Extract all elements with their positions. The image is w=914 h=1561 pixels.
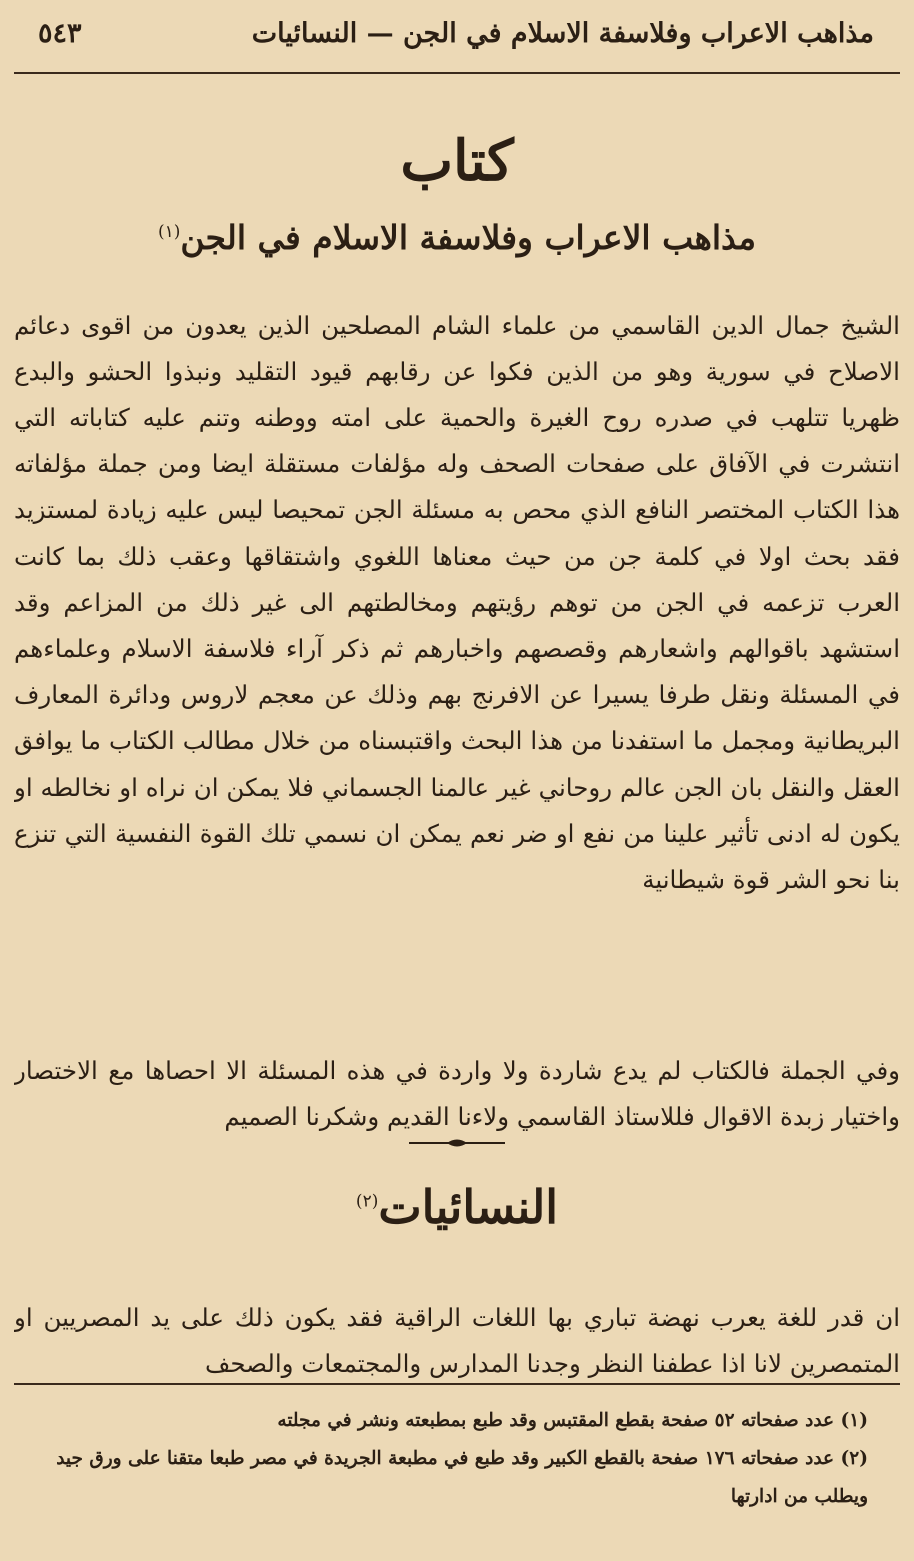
- footnotes: [20, 1402, 868, 1516]
- section-title-book: كتاب: [400, 128, 514, 194]
- book-name-text: مذاهب الاعراب وفلاسفة الاسلام في الجن: [180, 218, 757, 257]
- footnote-rule: [14, 1383, 900, 1385]
- footnote-ref-1: (١): [157, 222, 181, 242]
- footnote-ref-2: (٢): [355, 1191, 379, 1212]
- paragraph-nisaiyyat: ان قدر للغة يعرب نهضة تباري بها اللغات الراقية فقد يكون ذلك على يد المصريين او المتمصرين لانا اذا عطفنا النظر وجدنا المدارس والمجتمعات والصحف: [14, 1302, 900, 1378]
- footnote-1: (١) عدد صفحاته ٥٢ صفحة بقطع المقتبس وقد طبع بمطبعته ونشر في مجلته: [277, 1410, 868, 1431]
- section-divider-ornament: [0, 1133, 914, 1153]
- running-header: [38, 18, 874, 49]
- header-rule: [14, 72, 900, 74]
- section-title-nisaiyyat: [0, 1180, 914, 1234]
- paragraph-review-body: الشيخ جمال الدين القاسمي من علماء الشام المصلحين الذين يعدون من اقوى دعائم الاصلاح في سورية وهو من الذين فكوا عن رقابهم قيود التقليد ونبذوا الحشو والبدع ظهريا تتلهب في صدره روح الغيرة والحمية على امته ووطنه وتنم عليه كتاباته التي انتشرت في الآفاق على صفحات الصحف وله مؤلفات مستقلة ايضا ومن جملة مؤلفاته هذا الكتاب المختصر النافع الذي محص به مسئلة الجن تمحيصا ليس عليه زيادة لمستزيد فقد بحث اولا في كلمة جن من حيث معناها اللغوي واشتقاقها وعقب ذلك بما كانت العرب تزعمه في الجن من توهم رؤيتهم ومخالطتهم الى غير ذلك من المزاعم وقد استشهد باقوالهم واشعارهم وقصصهم واخبارهم ثم ذكر آراء فلاسفة الاسلام وعلماءهم في المسئلة ونقل طرفا يسيرا عن الافرنج بهم وذلك عن معجم لاروس ودائرة المعارف البريطانية ومجمل ما استفدنا من هذا البحث واقتبسناه من خلال مطالب الكتاب ما يوافق العقل والنقل بان الجن عالم روحاني غير عالمنا الجسماني فلا يمكن ان نراه او نخالطه او يكون له ادنى تأثير علينا من نفع او ضر نعم يمكن ان نسمي تلك القوة النفسية التي تنزع بنا نحو الشر قوة شيطانية: [14, 310, 900, 894]
- paragraph-review-conclusion: وفي الجملة فالكتاب لم يدع شاردة ولا واردة في هذه المسئلة الا احصاها مع الاختصار واختيار زبدة الاقوال فللاستاذ القاسمي ولاءنا القديم وشكرنا الصميم: [14, 1055, 900, 1131]
- page-number: ٥٤٣: [38, 18, 82, 49]
- running-title: مذاهب الاعراب وفلاسفة الاسلام في الجن — النسائيات: [251, 18, 874, 49]
- divider-ornament-icon: [407, 1135, 507, 1151]
- footnote-2: (٢) عدد صفحاته ١٧٦ صفحة بالقطع الكبير وقد طبع في مطبعة الجريدة في مصر طبعا متقنا على ورق جيد ويطلب من ادارتها: [56, 1448, 868, 1507]
- book-name: [0, 218, 914, 257]
- section2-title-text: النسائيات: [378, 1180, 559, 1234]
